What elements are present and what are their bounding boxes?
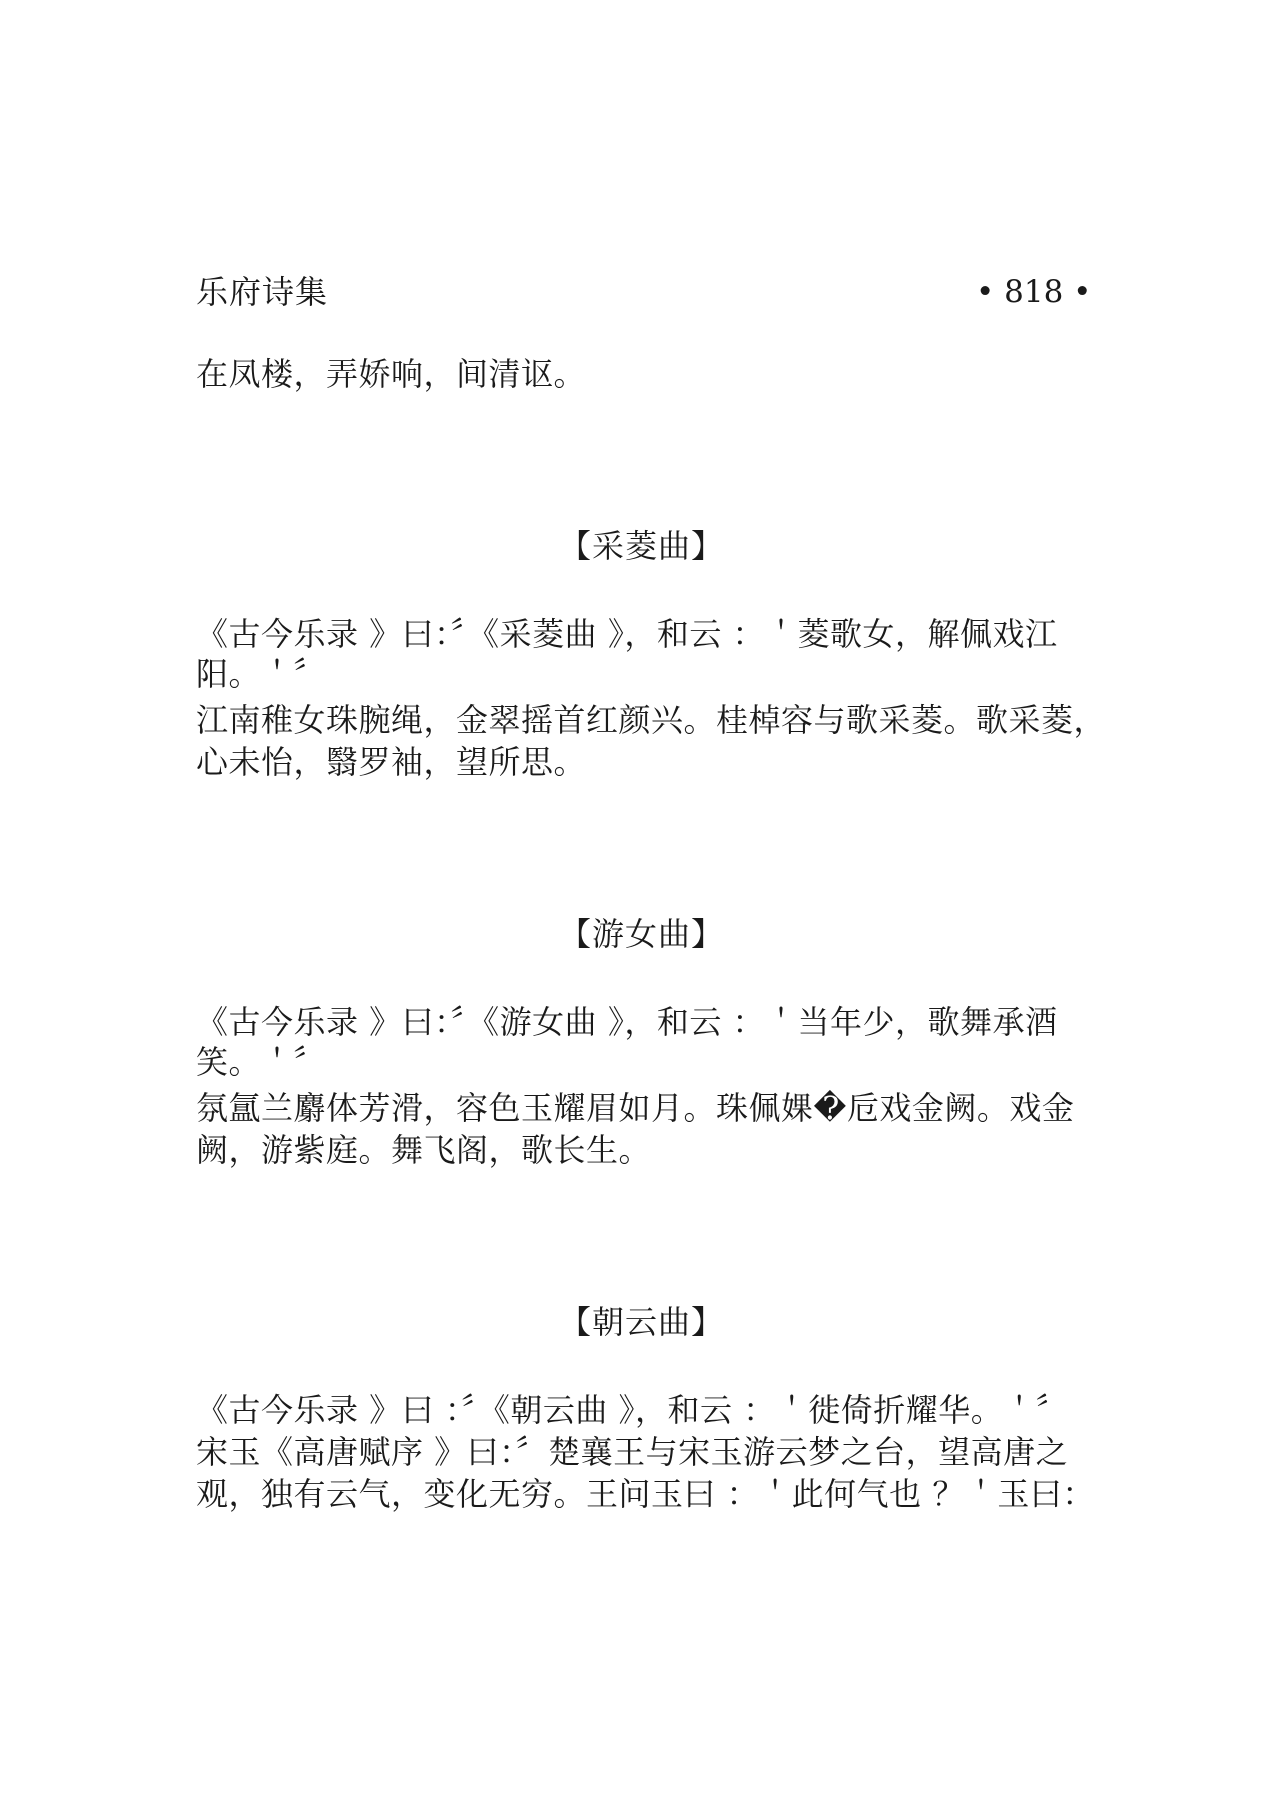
section-title-younu: 【游女曲】 (558, 915, 724, 953)
section-line: 笑。＇〞 (196, 1043, 327, 1081)
section-line: 心未怡，翳罗袖，望所思。 (196, 743, 587, 781)
section-line: 《古今乐录 》曰：〞《采菱曲 》，和云 ：＇菱歌女，解佩戏江 (196, 615, 1058, 653)
section-line: 氛氲兰麝体芳滑，容色玉耀眉如月。珠佩婐�卮戏金阙。戏金 (196, 1089, 1075, 1127)
section-line: 宋玉《高唐赋序 》曰：〞楚襄王与宋玉游云梦之台，望高唐之 (196, 1433, 1069, 1471)
book-title: 乐府诗集 (196, 273, 329, 311)
section-line: 阙，游紫庭。舞飞阁，歌长生。 (196, 1131, 652, 1169)
section-line: 江南稚女珠腕绳，金翠摇首红颜兴。桂棹容与歌采菱。歌采菱， (196, 701, 1107, 739)
section-title-chaoyun: 【朝云曲】 (558, 1303, 724, 1341)
continuation-line: 在凤楼，弄娇响，间清讴。 (196, 355, 587, 393)
page-number: • 818 • (976, 274, 1092, 310)
section-line: 阳。＇〞 (196, 655, 327, 693)
section-line: 《古今乐录 》曰：〞《游女曲 》，和云 ：＇当年少，歌舞承酒 (196, 1003, 1058, 1041)
section-line: 观，独有云气，变化无穷。王问玉曰 ：＇此何气也 ？＇玉曰： (196, 1475, 1095, 1513)
section-line: 《古今乐录 》曰 ：〞《朝云曲 》，和云 ：＇徙倚折耀华。＇〞 (196, 1391, 1069, 1429)
section-title-caiqu: 【采菱曲】 (558, 527, 724, 565)
